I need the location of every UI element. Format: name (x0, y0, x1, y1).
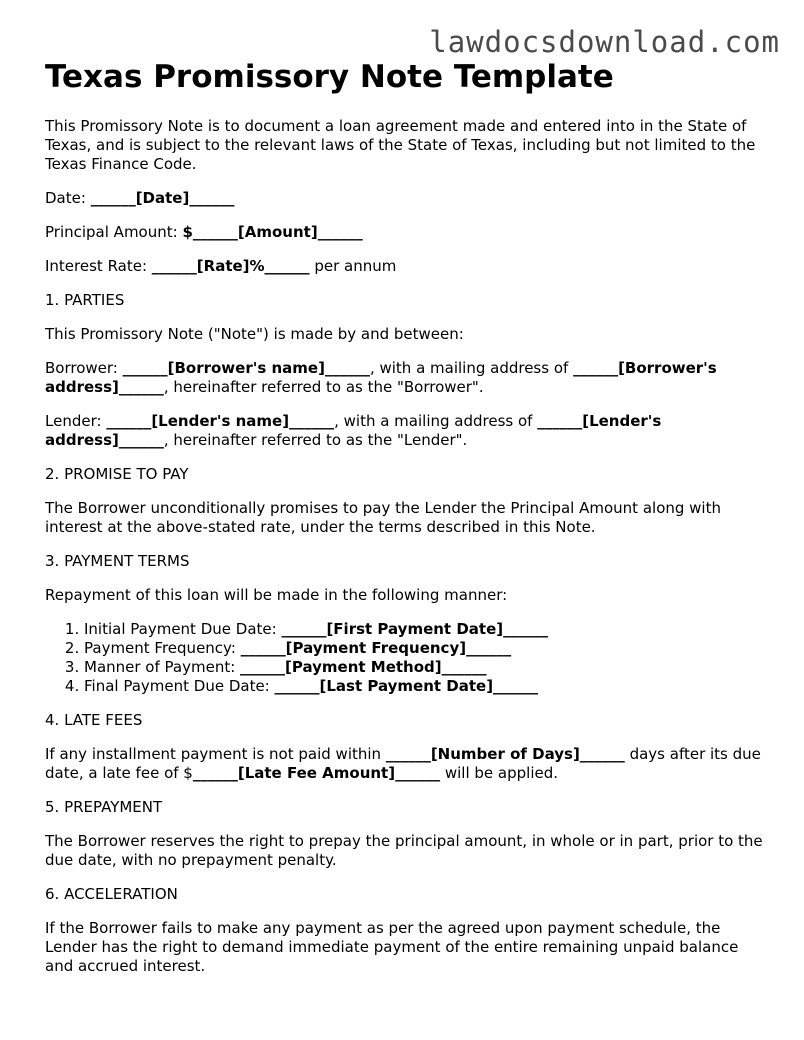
late-fees-paragraph (45, 745, 765, 783)
acceleration-paragraph: If the Borrower fails to make any payment as per the agreed upon payment schedule, the Lender has the right to demand immediate payment of the entire remaining unpaid balance and accrued interest. (45, 919, 739, 975)
late-fees-part3: will be applied. (440, 764, 559, 782)
interest-blank: ______[Rate]%______ (151, 257, 310, 275)
borrower-name-blank: ______[Borrower's name]______ (122, 359, 370, 377)
prepayment-paragraph: The Borrower reserves the right to prepay the principal amount, in whole or in part, prior to the due date, with no prepayment penalty. (45, 832, 763, 869)
document-title: Texas Promissory Note Template (45, 59, 614, 95)
late-fees-part2: days after its due date, a late fee of $ (45, 745, 761, 782)
payment-item-label: Initial Payment Due Date: (84, 620, 282, 638)
principal-label: Principal Amount: (45, 223, 183, 241)
late-fees-days-blank: ______[Number of Days]______ (385, 745, 625, 763)
section-heading-payment: 3. PAYMENT TERMS (45, 552, 190, 570)
lender-name-blank: ______[Lender's name]______ (106, 412, 335, 430)
payment-item-label: Manner of Payment: (84, 658, 241, 676)
payment-intro: Repayment of this loan will be made in the following manner: (45, 586, 508, 604)
payment-terms-list (45, 620, 765, 696)
date-line (45, 189, 765, 208)
payment-item-label: Final Payment Due Date: (84, 677, 275, 695)
lender-mid: , with a mailing address of (334, 412, 538, 430)
document-page (45, 58, 765, 991)
list-item (84, 639, 765, 658)
payment-item-blank: ______[First Payment Date]______ (281, 620, 549, 638)
interest-line (45, 257, 765, 276)
payment-item-blank: ______[Payment Method]______ (240, 658, 487, 676)
section-heading-promise: 2. PROMISE TO PAY (45, 465, 189, 483)
list-item (84, 677, 765, 696)
principal-line (45, 223, 765, 242)
borrower-label: Borrower: (45, 359, 123, 377)
payment-item-blank: ______[Last Payment Date]______ (274, 677, 539, 695)
late-fees-amount-blank: ______[Late Fee Amount]______ (192, 764, 441, 782)
lender-paragraph (45, 412, 765, 450)
borrower-mid: , with a mailing address of (369, 359, 574, 377)
watermark: lawdocsdownload.com (429, 25, 780, 59)
section-heading-late-fees: 4. LATE FEES (45, 711, 143, 729)
lender-label: Lender: (45, 412, 107, 430)
payment-item-label: Payment Frequency: (84, 639, 241, 657)
date-blank: ______[Date]______ (90, 189, 235, 207)
promise-paragraph: The Borrower unconditionally promises to pay the Lender the Principal Amount along with interest at the above-stated rate, under the terms described in this Note. (45, 499, 721, 536)
lender-end: , hereinafter referred to as the "Lender". (163, 431, 468, 449)
borrower-paragraph (45, 359, 765, 397)
section-heading-parties: 1. PARTIES (45, 291, 125, 309)
principal-blank: $______[Amount]______ (182, 223, 363, 241)
borrower-end: , hereinafter referred to as the "Borrower". (163, 378, 484, 396)
list-item (84, 658, 765, 677)
borrower-address-blank: ______[Borrower's address]______ (45, 359, 717, 396)
date-label: Date: (45, 189, 91, 207)
lender-address-blank: ______[Lender's address]______ (45, 412, 662, 449)
intro-paragraph: This Promissory Note is to document a loan agreement made and entered into in the State of Texas, and is subject to the relevant laws of the State of Texas, including but not limited to the Texas Finance Code. (45, 117, 756, 173)
late-fees-part1: If any installment payment is not paid within (45, 745, 386, 763)
list-item (84, 620, 765, 639)
section-heading-prepayment: 5. PREPAYMENT (45, 798, 163, 816)
parties-intro: This Promissory Note ("Note") is made by and between: (45, 325, 464, 343)
section-heading-acceleration: 6. ACCELERATION (45, 885, 178, 903)
payment-item-blank: ______[Payment Frequency]______ (240, 639, 512, 657)
interest-suffix: per annum (309, 257, 397, 275)
interest-label: Interest Rate: (45, 257, 152, 275)
